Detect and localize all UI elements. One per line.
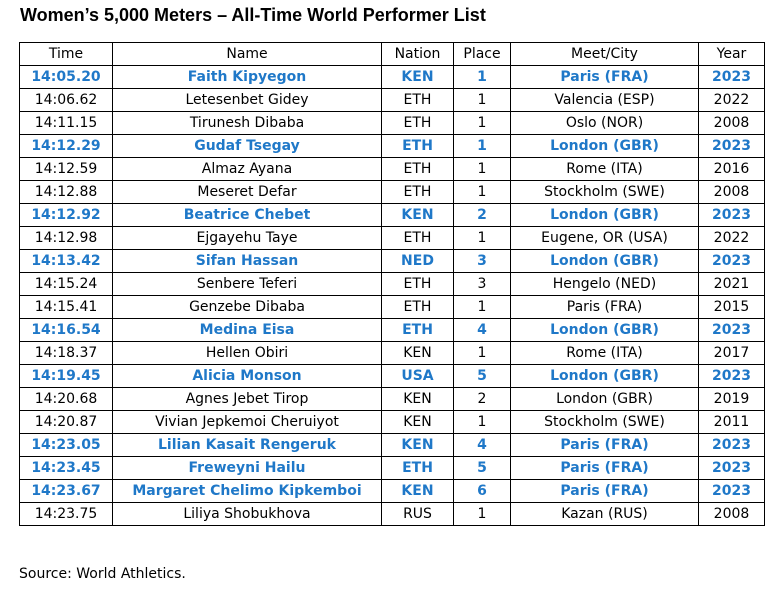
cell-year: 2008 xyxy=(699,503,765,526)
cell-name: Meseret Defar xyxy=(113,181,382,204)
table-row xyxy=(20,204,765,227)
cell-time: 14:20.87 xyxy=(20,411,113,434)
cell-meet-city: London (GBR) xyxy=(511,388,699,411)
cell-place: 1 xyxy=(454,135,511,158)
cell-nation: ETH xyxy=(382,457,454,480)
table-row xyxy=(20,66,765,89)
table-row xyxy=(20,296,765,319)
cell-time: 14:15.24 xyxy=(20,273,113,296)
cell-year: 2023 xyxy=(699,434,765,457)
cell-place: 1 xyxy=(454,342,511,365)
cell-time: 14:23.05 xyxy=(20,434,113,457)
column-header-name: Name xyxy=(113,43,382,66)
cell-year: 2021 xyxy=(699,273,765,296)
cell-nation: KEN xyxy=(382,411,454,434)
cell-meet-city: London (GBR) xyxy=(511,204,699,227)
cell-name: Faith Kipyegon xyxy=(113,66,382,89)
cell-year: 2008 xyxy=(699,112,765,135)
cell-time: 14:20.68 xyxy=(20,388,113,411)
cell-name: Genzebe Dibaba xyxy=(113,296,382,319)
cell-year: 2017 xyxy=(699,342,765,365)
cell-place: 3 xyxy=(454,250,511,273)
cell-nation: ETH xyxy=(382,112,454,135)
cell-meet-city: Stockholm (SWE) xyxy=(511,411,699,434)
cell-name: Letesenbet Gidey xyxy=(113,89,382,112)
cell-place: 6 xyxy=(454,480,511,503)
table-row xyxy=(20,112,765,135)
table-row xyxy=(20,250,765,273)
cell-meet-city: Paris (FRA) xyxy=(511,296,699,319)
table-row xyxy=(20,135,765,158)
cell-year: 2022 xyxy=(699,89,765,112)
cell-place: 1 xyxy=(454,181,511,204)
cell-nation: NED xyxy=(382,250,454,273)
cell-place: 1 xyxy=(454,89,511,112)
cell-meet-city: London (GBR) xyxy=(511,365,699,388)
source-note: Source: World Athletics. xyxy=(19,566,186,582)
cell-place: 2 xyxy=(454,204,511,227)
table-row xyxy=(20,319,765,342)
cell-name: Agnes Jebet Tirop xyxy=(113,388,382,411)
table-row xyxy=(20,503,765,526)
cell-meet-city: Paris (FRA) xyxy=(511,66,699,89)
cell-name: Tirunesh Dibaba xyxy=(113,112,382,135)
cell-meet-city: Kazan (RUS) xyxy=(511,503,699,526)
cell-nation: ETH xyxy=(382,273,454,296)
cell-time: 14:12.88 xyxy=(20,181,113,204)
table-row xyxy=(20,411,765,434)
table-row xyxy=(20,227,765,250)
cell-time: 14:19.45 xyxy=(20,365,113,388)
cell-year: 2016 xyxy=(699,158,765,181)
cell-meet-city: Eugene, OR (USA) xyxy=(511,227,699,250)
cell-year: 2015 xyxy=(699,296,765,319)
cell-nation: ETH xyxy=(382,296,454,319)
cell-place: 5 xyxy=(454,365,511,388)
table-row xyxy=(20,457,765,480)
cell-meet-city: London (GBR) xyxy=(511,135,699,158)
column-header-place: Place xyxy=(454,43,511,66)
cell-place: 5 xyxy=(454,457,511,480)
cell-year: 2023 xyxy=(699,480,765,503)
cell-nation: ETH xyxy=(382,89,454,112)
table-row xyxy=(20,342,765,365)
cell-year: 2022 xyxy=(699,227,765,250)
cell-name: Alicia Monson xyxy=(113,365,382,388)
cell-name: Margaret Chelimo Kipkemboi xyxy=(113,480,382,503)
cell-name: Medina Eisa xyxy=(113,319,382,342)
cell-time: 14:16.54 xyxy=(20,319,113,342)
cell-name: Liliya Shobukhova xyxy=(113,503,382,526)
cell-place: 1 xyxy=(454,112,511,135)
cell-meet-city: Hengelo (NED) xyxy=(511,273,699,296)
cell-meet-city: Paris (FRA) xyxy=(511,457,699,480)
cell-place: 2 xyxy=(454,388,511,411)
column-header-year: Year xyxy=(699,43,765,66)
table-row xyxy=(20,158,765,181)
cell-nation: RUS xyxy=(382,503,454,526)
cell-meet-city: London (GBR) xyxy=(511,319,699,342)
cell-place: 1 xyxy=(454,227,511,250)
cell-nation: KEN xyxy=(382,66,454,89)
header-row xyxy=(20,43,765,66)
table-body xyxy=(20,66,765,526)
table-row xyxy=(20,89,765,112)
cell-place: 1 xyxy=(454,158,511,181)
cell-nation: KEN xyxy=(382,434,454,457)
cell-name: Vivian Jepkemoi Cheruiyot xyxy=(113,411,382,434)
cell-year: 2023 xyxy=(699,250,765,273)
page-title: Women’s 5,000 Meters – All-Time World Performer List xyxy=(20,5,486,25)
cell-nation: ETH xyxy=(382,158,454,181)
cell-nation: KEN xyxy=(382,342,454,365)
cell-year: 2019 xyxy=(699,388,765,411)
cell-place: 1 xyxy=(454,503,511,526)
cell-year: 2023 xyxy=(699,319,765,342)
cell-meet-city: London (GBR) xyxy=(511,250,699,273)
cell-place: 1 xyxy=(454,296,511,319)
cell-year: 2023 xyxy=(699,365,765,388)
cell-meet-city: Oslo (NOR) xyxy=(511,112,699,135)
cell-name: Sifan Hassan xyxy=(113,250,382,273)
cell-year: 2023 xyxy=(699,66,765,89)
cell-year: 2011 xyxy=(699,411,765,434)
cell-meet-city: Rome (ITA) xyxy=(511,158,699,181)
column-header-meet-city: Meet/City xyxy=(511,43,699,66)
table-row xyxy=(20,434,765,457)
cell-name: Lilian Kasait Rengeruk xyxy=(113,434,382,457)
table-row xyxy=(20,365,765,388)
cell-year: 2023 xyxy=(699,204,765,227)
cell-time: 14:12.59 xyxy=(20,158,113,181)
table-row xyxy=(20,181,765,204)
cell-nation: KEN xyxy=(382,388,454,411)
cell-name: Senbere Teferi xyxy=(113,273,382,296)
performer-table xyxy=(19,42,765,526)
cell-place: 4 xyxy=(454,319,511,342)
cell-meet-city: Paris (FRA) xyxy=(511,480,699,503)
cell-meet-city: Valencia (ESP) xyxy=(511,89,699,112)
cell-year: 2023 xyxy=(699,135,765,158)
cell-place: 4 xyxy=(454,434,511,457)
cell-name: Almaz Ayana xyxy=(113,158,382,181)
cell-nation: KEN xyxy=(382,480,454,503)
cell-time: 14:12.92 xyxy=(20,204,113,227)
cell-time: 14:23.75 xyxy=(20,503,113,526)
table-row xyxy=(20,388,765,411)
cell-meet-city: Rome (ITA) xyxy=(511,342,699,365)
cell-meet-city: Stockholm (SWE) xyxy=(511,181,699,204)
column-header-nation: Nation xyxy=(382,43,454,66)
cell-name: Beatrice Chebet xyxy=(113,204,382,227)
cell-time: 14:15.41 xyxy=(20,296,113,319)
table-row xyxy=(20,273,765,296)
cell-year: 2023 xyxy=(699,457,765,480)
cell-name: Gudaf Tsegay xyxy=(113,135,382,158)
cell-nation: ETH xyxy=(382,181,454,204)
cell-time: 14:11.15 xyxy=(20,112,113,135)
cell-nation: ETH xyxy=(382,319,454,342)
cell-time: 14:18.37 xyxy=(20,342,113,365)
cell-place: 3 xyxy=(454,273,511,296)
cell-nation: ETH xyxy=(382,135,454,158)
cell-nation: USA xyxy=(382,365,454,388)
cell-name: Freweyni Hailu xyxy=(113,457,382,480)
cell-place: 1 xyxy=(454,411,511,434)
cell-time: 14:12.29 xyxy=(20,135,113,158)
cell-meet-city: Paris (FRA) xyxy=(511,434,699,457)
cell-time: 14:23.45 xyxy=(20,457,113,480)
cell-name: Hellen Obiri xyxy=(113,342,382,365)
cell-time: 14:23.67 xyxy=(20,480,113,503)
cell-time: 14:06.62 xyxy=(20,89,113,112)
cell-name: Ejgayehu Taye xyxy=(113,227,382,250)
table-row xyxy=(20,480,765,503)
cell-place: 1 xyxy=(454,66,511,89)
cell-nation: KEN xyxy=(382,204,454,227)
cell-nation: ETH xyxy=(382,227,454,250)
cell-time: 14:12.98 xyxy=(20,227,113,250)
cell-time: 14:05.20 xyxy=(20,66,113,89)
column-header-time: Time xyxy=(20,43,113,66)
cell-time: 14:13.42 xyxy=(20,250,113,273)
cell-year: 2008 xyxy=(699,181,765,204)
